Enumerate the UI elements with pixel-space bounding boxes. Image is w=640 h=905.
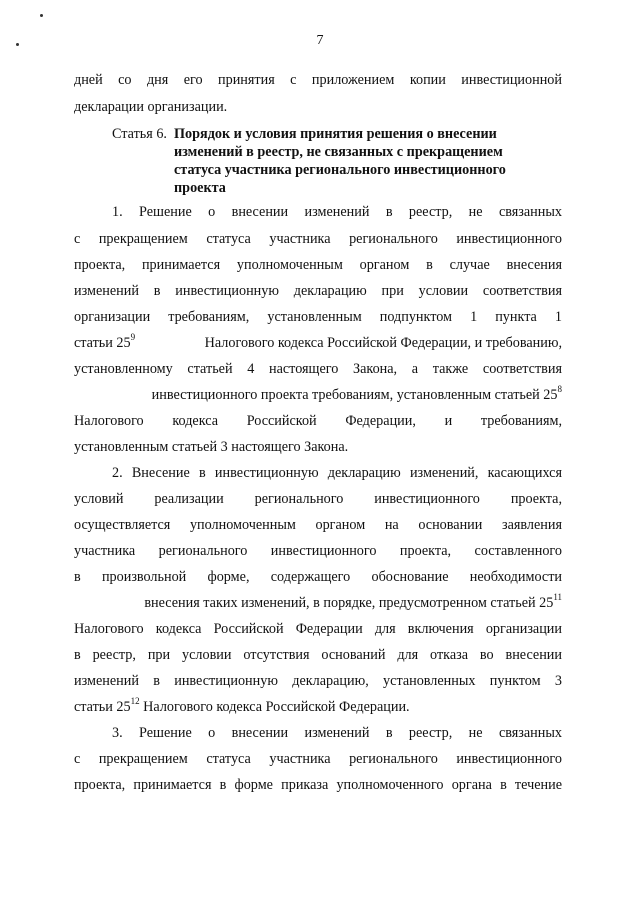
paragraph-2-line: 2. Внесение в инвестиционную декларацию изменений, касающихся [112, 465, 562, 481]
paragraph-3-line: проекта, принимается в форме приказа уполномоченного органа в течение [74, 777, 562, 793]
paragraph-1-line: 1. Решение о внесении изменений в реестр, не связанных [112, 204, 562, 220]
article-label: Статья 6. [112, 126, 167, 142]
paragraph-2-line: осуществляется уполномоченным органом на основании заявления [74, 517, 562, 533]
superscript: 11 [553, 592, 562, 603]
paragraph-1-line: проекта, принимается уполномоченным органом в случае внесения [74, 257, 562, 273]
article-title-line: изменений в реестр, не связанных с прекращением [174, 144, 503, 160]
line-segment: статьи $25^9$ [74, 332, 136, 351]
paragraph-1-line: инвестиционного проекта требованиям, установленным статьей $25^8$ [151, 384, 562, 403]
paragraph-2-line: условий реализации регионального инвестиционного проекта, [74, 491, 562, 507]
paragraph-2-line: в реестр, при условии отсутствия оснований для отказа во внесении [74, 647, 562, 663]
paragraph-1-line: установленным статьей 3 настоящего Закона. [74, 439, 349, 455]
superscript: 8 [557, 384, 562, 395]
line-segment: Налогового кодекса Российской Федерации, и требованию, [204, 335, 562, 351]
paragraph-1-line: изменений в инвестиционную декларацию при условии соответствия [74, 283, 562, 299]
paragraph-1-line: установленному статьей 4 настоящего Закона, а также соответствия [74, 361, 562, 377]
paragraph-3-line: 3. Решение о внесении изменений в реестр, не связанных [112, 725, 562, 741]
paragraph-2-line: внесения таких изменений, в порядке, предусмотренном статьей $25^{11}$ [144, 592, 562, 611]
paragraph-2-line: в произвольной форме, содержащего обоснование необходимости [74, 569, 562, 585]
scan-speck [40, 14, 43, 17]
paragraph-2-line: изменений в инвестиционную декларацию, установленных пунктом 3 [74, 673, 562, 689]
article-title-line: Порядок и условия принятия решения о внесении [174, 126, 497, 142]
superscript: 9 [130, 332, 136, 343]
article-title-line: проекта [174, 180, 226, 196]
paragraph-1-line [74, 332, 562, 352]
paragraph-2-line: статьи $25^{12}$ Налогового кодекса Российской Федерации. [74, 696, 410, 715]
article-title-line: статуса участника регионального инвестиционного [174, 162, 506, 178]
paragraph-1-line: с прекращением статуса участника регионального инвестиционного [74, 231, 562, 247]
paragraph-1-line: организации требованиям, установленным подпунктом 1 пункта 1 [74, 309, 562, 325]
intro-line: дней со дня его принятия с приложением копии инвестиционной [74, 72, 562, 88]
intro-line: декларации организации. [74, 99, 228, 115]
paragraph-3-line: с прекращением статуса участника регионального инвестиционного [74, 751, 562, 767]
paragraph-1-line: Налогового кодекса Российской Федерации, и требованиям, [74, 413, 562, 429]
page-number: 7 [316, 33, 324, 48]
paragraph-2-line: участника регионального инвестиционного проекта, составленного [74, 543, 562, 559]
superscript: 12 [130, 696, 140, 707]
paragraph-2-line: Налогового кодекса Российской Федерации для включения организации [74, 621, 562, 637]
